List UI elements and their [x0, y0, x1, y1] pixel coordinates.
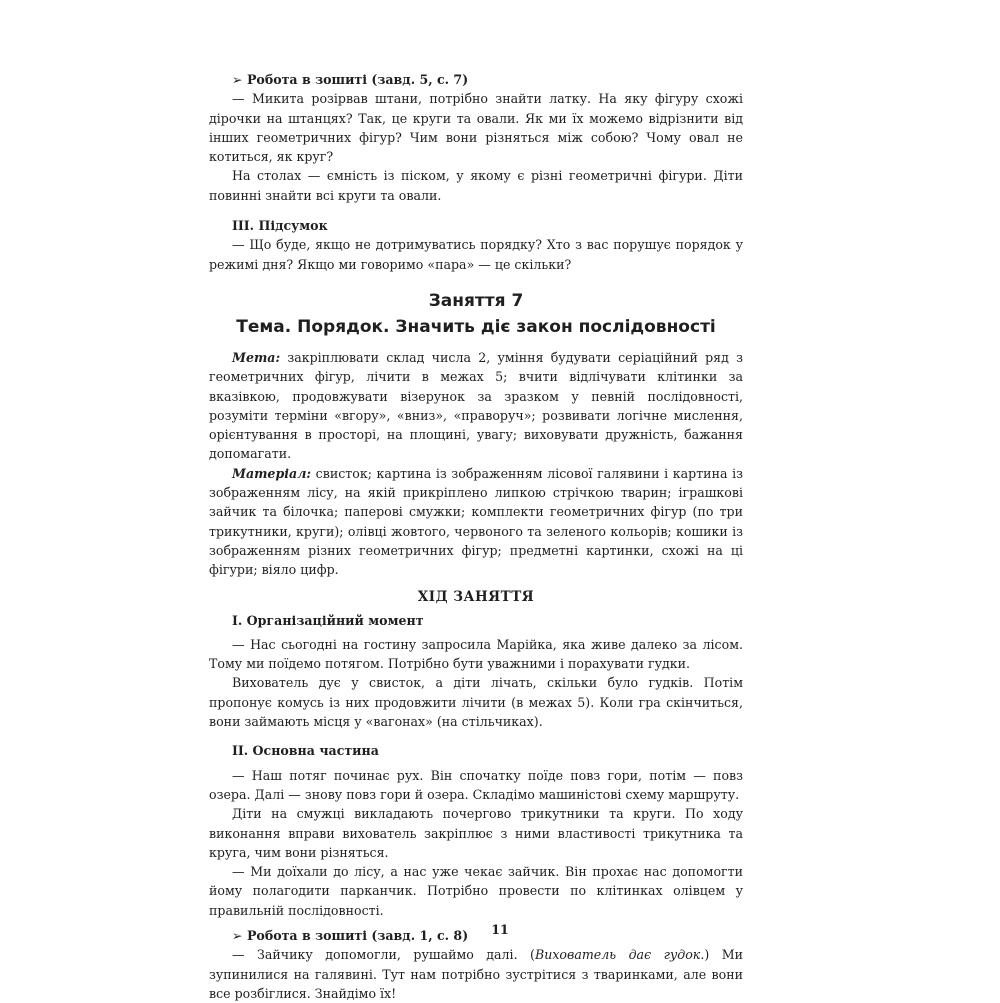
paragraph-text: ) Ми зупинилися на галявині. Тут нам потрібно зустрітися з тваринками, але вони все розбіглися. Знайдімо їх! [209, 947, 743, 1001]
paragraph: — Що буде, якщо не дотримуватись порядку? Хто з вас порушує порядок у режимі дня? Якщо ми говоримо «пара» — це скільки? [209, 237, 743, 272]
material-label: Матеріал: [232, 465, 312, 481]
page-number: 11 [491, 922, 509, 937]
goal-label: Мета: [232, 350, 281, 365]
stage-direction: Вихователь дає гудок. [534, 947, 705, 963]
lesson-number: Заняття 7 [428, 291, 524, 311]
paragraph: — Наш потяг починає рух. Він спочатку поїде повз гори, потім — повз озера. Далі — знову повз гори й озера. Складімо машиністові схему маршруту. [209, 767, 743, 802]
topic-label: Тема. [236, 317, 292, 337]
lesson-body [209, 348, 743, 1003]
material-paragraph [209, 464, 743, 580]
paragraph-text: — Зайчику допомогли, рушаймо далі. ( [232, 947, 535, 963]
topic-text: Порядок. Значить діє закон послідовності [291, 317, 716, 337]
arrow-bullet-icon: ➢ [232, 928, 243, 944]
goal-paragraph [209, 348, 743, 464]
paragraph: — Микита розірвав штани, потрібно знайти латку. На яку фігуру схожі дірочки на штанцях? Так, це круги та овали. Як ми їх можемо відрізнити від інших геометричних фігур? Чим вони різняться між собою? Чому овал не котиться, як круг? [209, 91, 743, 165]
goal-text: закріплювати склад числа 2, уміння будувати серіаційний ряд з геометричних фігур, лічити в межах 5; вчити відлічувати клітинки за вказівкою, продовжувати візерунок за зразком у певній послідовності, розуміти терміни «вгору», «вниз», «праворуч»; розвивати логічне мислення, орієнтування в просторі, на площині, увагу; виховувати дружність, бажання допомагати. [209, 350, 743, 462]
paragraph: Вихователь дує у свисток, а діти лічать, скільки було гудків. Потім пропонує комусь із них продовжити лічити (в межах 5). Коли гра скінчиться, вони займають місця у «вагонах» (на стільчиках). [209, 675, 743, 730]
task-heading-text: Робота в зошиті (завд. 1, с. 8) [246, 928, 469, 944]
intro-block [209, 70, 743, 274]
paragraph: — Ми доїхали до лісу, а нас уже чекає зайчик. Він прохає нас допомогти йому полагодити парканчик. Потрібно провести по клітинках олівцем у правильній послідовності. [209, 864, 743, 918]
paragraph [209, 945, 743, 1003]
lesson-topic [209, 316, 743, 338]
paragraph: — Нас сьогодні на гостину запросила Марійка, яка живе далеко за лісом. Тому ми поїдемо потягом. Потрібно бути уважними і порахувати гудки. [209, 636, 743, 672]
paragraph: На столах — ємність із піском, у якому є різні геометричні фігури. Діти повинні знайти всі круги та овали. [209, 168, 743, 203]
task-heading-text: Робота в зошиті (завд. 5, с. 7) [246, 72, 469, 87]
section-heading: I. Організаційний момент [232, 612, 424, 628]
course-heading: ХІД ЗАНЯТТЯ [417, 588, 535, 605]
paragraph: Діти на смужці викладають почергово трикутники та круги. По ходу виконання вправи вихователь закріплює з ними властивості трикутника та круга, чим вони різняться. [209, 806, 743, 860]
section-heading: II. Основна частина [232, 743, 379, 759]
summary-heading: III. Підсумок [232, 218, 328, 234]
task-heading [209, 70, 743, 89]
arrow-bullet-icon: ➢ [232, 72, 243, 87]
material-text: свисток; картина із зображенням лісової галявини і картина із зображенням лісу, на якій прикріплено липкою стрічкою тварин; іграшкові зайчик та білочка; паперові смужки; комплекти геометричних фігур (по три трикутники, круги); олівці жовтого, червоного та зеленого кольорів; кошики із зображенням різних геометричних фігур; предметні картинки, схожі на ці фігури; віяло цифр. [209, 465, 743, 578]
